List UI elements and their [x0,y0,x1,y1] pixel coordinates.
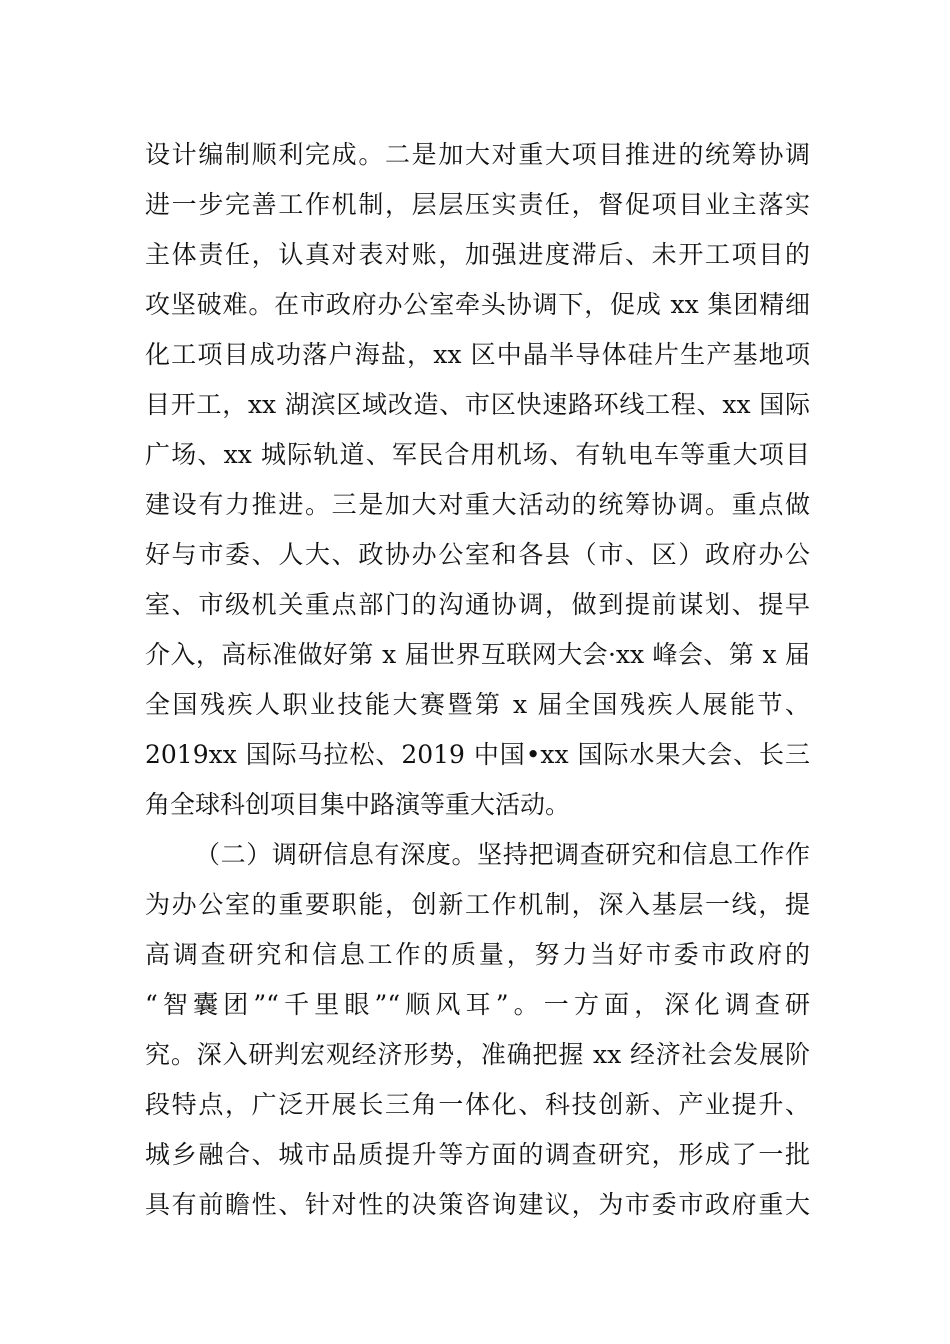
text-line: 室、市级机关重点部门的沟通协调，做到提前谋划、提早 [145,590,810,619]
paragraph-end-line: 角全球科创项目集中路演等重大活动。 [145,790,571,819]
text-line: 化工项目成功落户海盐，xx 区中晶半导体硅片生产基地项 [145,340,810,369]
text-line: 好与市委、人大、政协办公室和各县（市、区）政府办公 [145,540,810,569]
text-line: 高调查研究和信息工作的质量，努力当好市委市政府的 [145,940,810,969]
text-line: 进一步完善工作机制，层层压实责任，督促项目业主落实 [145,190,810,219]
text-line: 城乡融合、城市品质提升等方面的调查研究，形成了一批 [145,1140,810,1169]
text-line: “智囊团”“千里眼”“顺风耳”。一方面，深化调查研 [145,990,810,1019]
text-line: 段特点，广泛开展长三角一体化、科技创新、产业提升、 [145,1090,810,1119]
text-line: 为办公室的重要职能，创新工作机制，深入基层一线，提 [145,890,810,919]
text-line: 具有前瞻性、针对性的决策咨询建议，为市委市政府重大 [145,1190,810,1219]
text-line: 究。深入研判宏观经济形势，准确把握 xx 经济社会发展阶 [145,1040,810,1069]
text-line: 主体责任，认真对表对账，加强进度滞后、未开工项目的 [145,240,810,269]
text-line: 建设有力推进。三是加大对重大活动的统筹协调。重点做 [145,490,810,519]
text-line: 2019xx 国际马拉松、2019 中国•xx 国际水果大会、长三 [145,740,810,769]
section-heading-line: （二）调研信息有深度。坚持把调查研究和信息工作作 [195,840,810,869]
text-line: 广场、xx 城际轨道、军民合用机场、有轨电车等重大项目 [145,440,810,469]
text-line: 目开工，xx 湖滨区域改造、市区快速路环线工程、xx 国际 [145,390,810,419]
body-text [145,130,810,1230]
text-line: 介入，高标准做好第 x 届世界互联网大会·xx 峰会、第 x 届 [145,640,810,669]
text-line: 全国残疾人职业技能大赛暨第 x 届全国残疾人展能节、 [145,690,810,719]
text-line: 设计编制顺利完成。二是加大对重大项目推进的统筹协调 [145,140,810,169]
text-line: 攻坚破难。在市政府办公室牵头协调下，促成 xx 集团精细 [145,290,810,319]
